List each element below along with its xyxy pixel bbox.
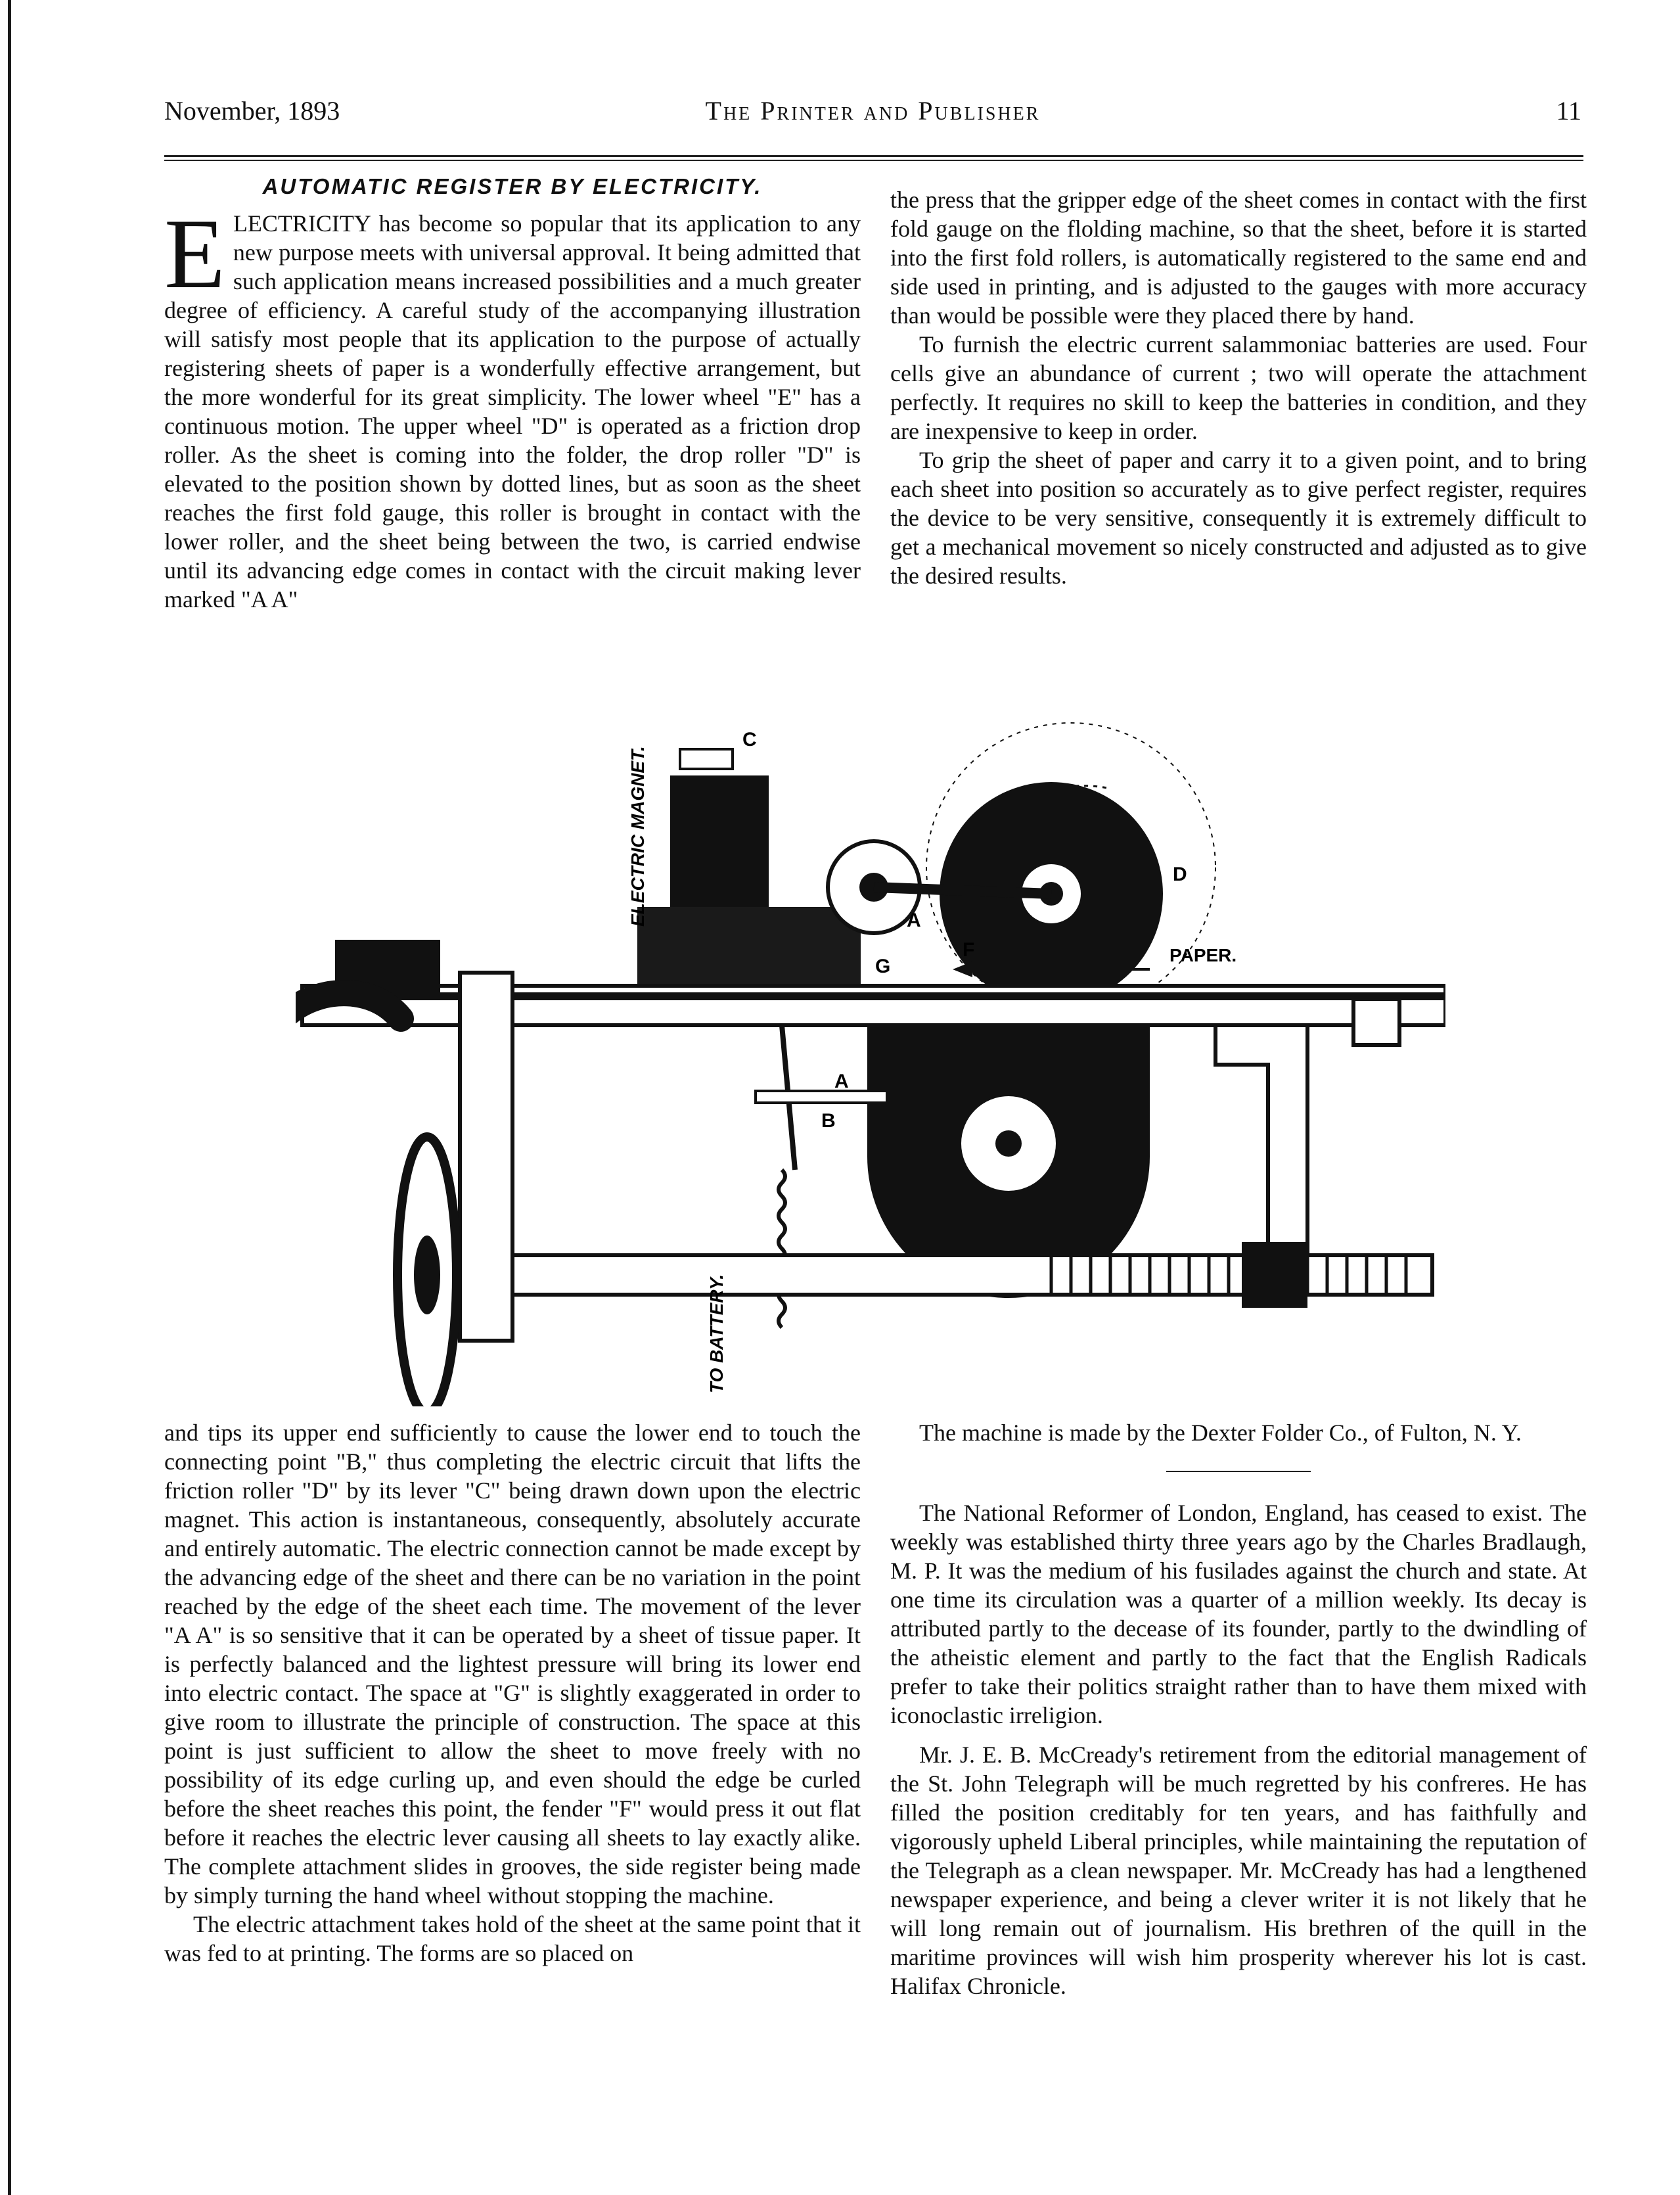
page-edge-line [8, 0, 11, 2195]
news-item-mccready: Mr. J. E. B. McCready's retirement from the editorial management of the St. John Telegraph will be much regretted by his confreres. He has filled the position creditably for ten years, and has faithfully and vigorously upheld Liberal principles, while maintaining the reputation of the Telegraph as a clean newspaper. Mr. McCready has had a lengthened newspaper experience, and being a clever writer it is not likely that he will long remain out of journalism. His brethren of the quill in the maritime provinces will wish him prosperity wherever his lot is cast. Halifax Chronicle. [890, 1742, 1587, 1999]
article-headline: AUTOMATIC REGISTER BY ELECTRICITY. [262, 174, 763, 198]
label-d: D [1173, 864, 1187, 885]
drop-cap: E [164, 198, 225, 309]
article-paragraph-5: The machine is made by the Dexter Folder Co., of Fulton, N. Y. [919, 1420, 1522, 1446]
magnet-label: ELECTRIC MAGNET. [627, 746, 648, 927]
label-b: B [821, 1110, 836, 1132]
battery-label: TO BATTERY. [706, 1274, 727, 1393]
article-paragraph-4: To grip the sheet of paper and carry it to a given point, and to bring each sheet into position so accurately as to give perfect register, requires the device to be very sensitive, consequently it is extremely difficult to get a mechanical movement so nicely constructed and adjusted as to give the desired results. [890, 447, 1587, 589]
header-rule-double [164, 160, 1583, 161]
label-g: G [875, 956, 891, 977]
machine-drawing [296, 710, 1445, 1406]
label-f: F [963, 939, 975, 961]
article-paragraph-3: To furnish the electric current salammoniac batteries are used. Four cells give an abundance of current ; two will operate the attachment perfectly. It requires no skill to keep the batteries in condition, and they are inexpensive to keep in order. [890, 331, 1587, 444]
paragraph-1-text: LECTRICITY has become so popular that its application to any new purpose meets with universal approval. It being admitted that such application means increased possibilities and a much greater degree of efficiency. A careful study of the accompanying illustration will satisfy most people that its application to the purpose of actually registering sheets of paper is a wonderfully effective arrangement, but the more wonderful for its great simplicity. The lower wheel "E" has a continuous motion. The upper wheel "D" is operated as a friction drop roller. As the sheet is coming into the folder, the drop roller "D" is elevated to the position shown by dotted lines, but as soon as the sheet reaches the first fold gauge, this roller is brought in contact with the lower roller, and the sheet being between the two, is carried endwise until its advancing edge comes in contact with the circuit making lever marked "A A" [164, 210, 861, 612]
article-column-top-left [164, 172, 861, 614]
page-header [164, 95, 1581, 135]
label-a-lower: A [834, 1071, 849, 1092]
page-number: 11 [1556, 96, 1581, 126]
article-column-bottom-right [890, 1418, 1587, 2000]
news-item-national-reformer: The National Reformer of London, England, has ceased to exist. The weekly was established thirty three years ago by the Charles Bradlaugh, M. P. It was the medium of his fusilades against the church and state. At one time its circulation was a quarter of a million weekly. Its decay is attributed partly to the decease of its founder, partly to the dwindling of the atheistic element and partly to the fact that the English Radicals prefer to take their politics straight rather than to have them mixed with iconoclastic irreligion. [890, 1500, 1587, 1728]
paper-label: PAPER. [1169, 945, 1237, 965]
article-column-top-right [890, 185, 1587, 590]
issue-date: November, 1893 [164, 96, 340, 126]
header-rule [164, 155, 1583, 157]
article-paragraph-1-continued: and tips its upper end sufficiently to cause the lower end to touch the connecting point "B," thus completing the electric circuit that lifts the friction roller "D" by its lever "C" being drawn down upon the electric magnet. This action is instantaneous, consequently, absolutely accurate and entirely automatic. The electric connection cannot be made except by the advancing edge of the sheet and there can be no variation in the point reached by the edge of the sheet each time. The movement of the lever "A A" is so sensitive that it can be operated by a sheet of tissue paper. It is perfectly balanced and the lightest pressure will bring its lower end into electric contact. The space at "G" is slightly exaggerated in order to give room to illustrate the principle of construction. The space at this point is just sufficient to allow the sheet to move freely with no possibility of its edge curling up, and even should the edge be curled before the sheet reaches this point, the fender "F" would press it out flat before it reaches the electric lever causing all sheets to lay exactly alike. The complete attachment slides in grooves, the side register being made by simply turning the hand wheel without stopping the machine. [164, 1420, 861, 1908]
publication-title: The Printer and Publisher [705, 96, 1041, 126]
label-a-upper: A [907, 910, 921, 931]
article-column-bottom-left [164, 1418, 861, 1968]
label-c: C [742, 729, 757, 751]
article-paragraph-2-continued: the press that the gripper edge of the sheet comes in contact with the first fold gauge on the flolding machine, so that the sheet, before it is started into the first fold rollers, is automatically registered to the same end and side used in printing, and is adjusted to the gauges with more accuracy than would be possible were they placed there by hand. [890, 187, 1587, 329]
register-machine-illustration [296, 710, 1445, 1406]
article-paragraph-2: The electric attachment takes hold of the sheet at the same point that it was fed to at printing. The forms are so placed on [164, 1911, 861, 1966]
article-paragraph-1 [164, 198, 861, 614]
electric-magnet [670, 775, 769, 913]
section-separator [1166, 1471, 1311, 1472]
